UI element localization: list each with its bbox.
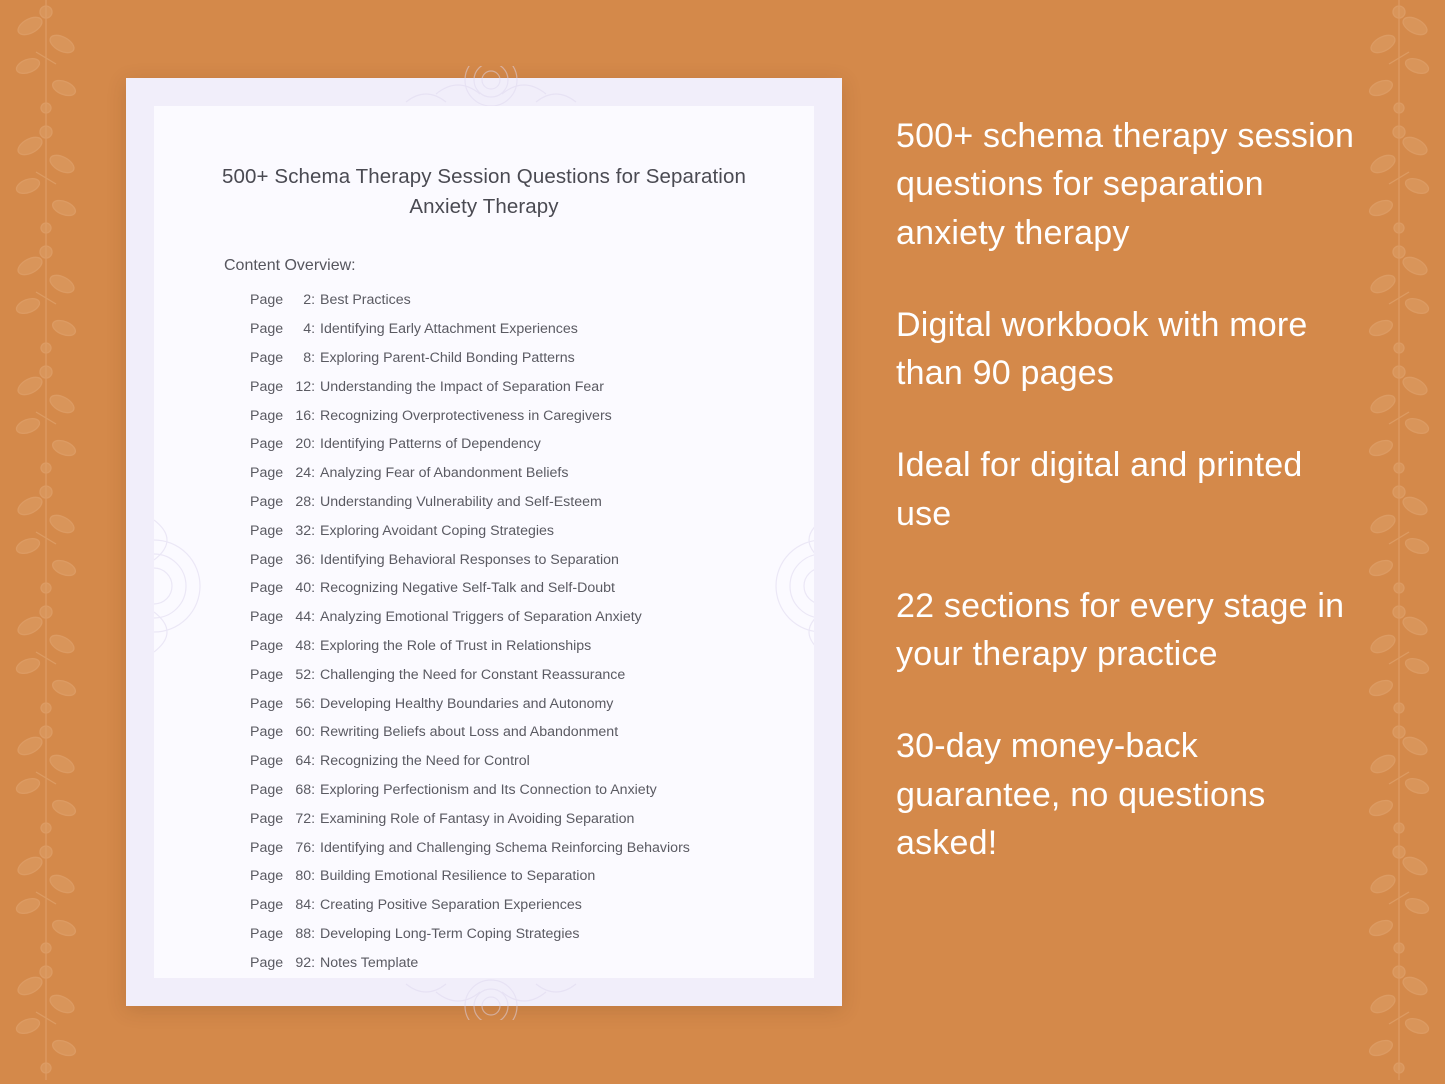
table-of-contents bbox=[250, 293, 814, 970]
toc-entry-title: Recognizing Overprotectiveness in Caregivers bbox=[320, 407, 612, 424]
toc-page-number: Page 60: bbox=[250, 724, 316, 741]
toc-page-number: Page 16: bbox=[250, 407, 316, 424]
workbook-page-inner bbox=[154, 106, 814, 978]
mandala-watermark-left bbox=[154, 496, 234, 676]
toc-entry-title: Identifying Early Attachment Experiences bbox=[320, 321, 578, 338]
toc-entry bbox=[250, 841, 814, 855]
toc-entry-title: Analyzing Emotional Triggers of Separation Anxiety bbox=[320, 609, 642, 626]
toc-entry bbox=[250, 293, 814, 307]
toc-page-number: Page 8: bbox=[250, 350, 316, 367]
toc-entry bbox=[250, 466, 814, 480]
toc-page-number: Page 40: bbox=[250, 580, 316, 597]
toc-entry-title: Best Practices bbox=[320, 292, 411, 309]
toc-page-number: Page 76: bbox=[250, 839, 316, 856]
toc-page-number: Page 64: bbox=[250, 753, 316, 770]
toc-entry bbox=[250, 495, 814, 509]
toc-page-number: Page 4: bbox=[250, 321, 316, 338]
toc-entry-title: Exploring Avoidant Coping Strategies bbox=[320, 522, 554, 539]
promo-column bbox=[870, 0, 1445, 1084]
toc-page-number: Page 56: bbox=[250, 695, 316, 712]
toc-entry-title: Recognizing Negative Self-Talk and Self-Doubt bbox=[320, 580, 615, 597]
toc-page-number: Page 72: bbox=[250, 810, 316, 827]
toc-entry-title: Notes Template bbox=[320, 954, 419, 971]
toc-entry bbox=[250, 898, 814, 912]
toc-page-number: Page 24: bbox=[250, 465, 316, 482]
toc-entry-title: Examining Role of Fantasy in Avoiding Separation bbox=[320, 810, 635, 827]
toc-page-number: Page 80: bbox=[250, 868, 316, 885]
toc-entry-title: Analyzing Fear of Abandonment Beliefs bbox=[320, 465, 569, 482]
toc-entry-title: Identifying and Challenging Schema Reinforcing Behaviors bbox=[320, 839, 690, 856]
toc-page-number: Page 32: bbox=[250, 522, 316, 539]
toc-page-number: Page 68: bbox=[250, 781, 316, 798]
toc-entry bbox=[250, 725, 814, 739]
promo-item: 500+ schema therapy session questions for separation anxiety therapy bbox=[896, 117, 1355, 252]
toc-entry bbox=[250, 380, 814, 394]
document-title: 500+ Schema Therapy Session Questions for Separation Anxiety Therapy bbox=[222, 165, 746, 218]
toc-entry bbox=[250, 524, 814, 538]
content-overview-label: Content Overview: bbox=[224, 257, 356, 275]
toc-entry bbox=[250, 812, 814, 826]
toc-entry-title: Developing Healthy Boundaries and Autonomy bbox=[320, 695, 614, 712]
promo-item: 22 sections for every stage in your therapy practice bbox=[896, 586, 1345, 674]
toc-entry bbox=[250, 697, 814, 711]
toc-page-number: Page 92: bbox=[250, 954, 316, 971]
toc-entry-title: Exploring Parent-Child Bonding Patterns bbox=[320, 350, 575, 367]
toc-entry bbox=[250, 783, 814, 797]
promo-item: Digital workbook with more than 90 pages bbox=[896, 305, 1308, 393]
toc-entry bbox=[250, 869, 814, 883]
toc-entry-title: Identifying Behavioral Responses to Separation bbox=[320, 551, 619, 568]
toc-entry-title: Identifying Patterns of Dependency bbox=[320, 436, 541, 453]
toc-page-number: Page 52: bbox=[250, 666, 316, 683]
toc-entry bbox=[250, 639, 814, 653]
toc-entry bbox=[250, 409, 814, 423]
promo-item: Ideal for digital and printed use bbox=[896, 446, 1303, 533]
toc-entry bbox=[250, 668, 814, 682]
toc-page-number: Page 84: bbox=[250, 897, 316, 914]
toc-entry-title: Understanding Vulnerability and Self-Esteem bbox=[320, 494, 602, 511]
toc-entry bbox=[250, 927, 814, 941]
toc-entry bbox=[250, 351, 814, 365]
toc-entry bbox=[250, 754, 814, 768]
workbook-page-card bbox=[126, 78, 842, 1006]
toc-entry bbox=[250, 553, 814, 567]
toc-page-number: Page 44: bbox=[250, 609, 316, 626]
mandala-watermark-bottom bbox=[376, 960, 606, 1020]
toc-entry-title: Creating Positive Separation Experiences bbox=[320, 897, 582, 914]
toc-entry bbox=[250, 610, 814, 624]
toc-page-number: Page 2: bbox=[250, 292, 316, 309]
toc-page-number: Page 48: bbox=[250, 638, 316, 654]
toc-entry-title: Building Emotional Resilience to Separation bbox=[320, 868, 596, 885]
toc-page-number: Page 28: bbox=[250, 494, 316, 511]
toc-entry-title: Recognizing the Need for Control bbox=[320, 753, 530, 770]
toc-entry-title: Rewriting Beliefs about Loss and Abandonment bbox=[320, 724, 619, 741]
toc-entry bbox=[250, 437, 814, 451]
toc-entry-title: Understanding the Impact of Separation Fear bbox=[320, 378, 604, 395]
toc-entry-title: Exploring Perfectionism and Its Connection to Anxiety bbox=[320, 781, 657, 798]
toc-entry-title: Developing Long-Term Coping Strategies bbox=[320, 925, 580, 942]
toc-entry-title: Challenging the Need for Constant Reassurance bbox=[320, 666, 626, 683]
toc-page-number: Page 20: bbox=[250, 436, 316, 453]
toc-page-number: Page 88: bbox=[250, 925, 316, 942]
toc-entry-title: Exploring the Role of Trust in Relationships bbox=[320, 638, 592, 654]
toc-entry bbox=[250, 581, 814, 595]
toc-page-number: Page 36: bbox=[250, 551, 316, 568]
toc-entry bbox=[250, 322, 814, 336]
toc-page-number: Page 12: bbox=[250, 378, 316, 395]
promo-item: 30-day money-back guarantee, no questions asked! bbox=[896, 727, 1266, 862]
